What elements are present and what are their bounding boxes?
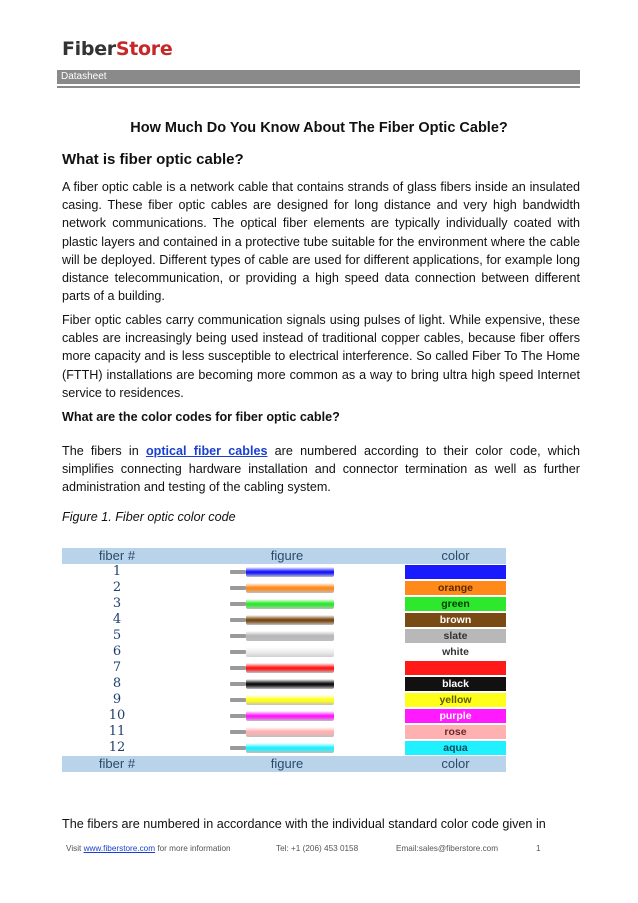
header-color: color — [441, 548, 470, 563]
fiber-stub — [230, 682, 246, 686]
color-swatch: slate — [405, 629, 506, 643]
table-row — [62, 708, 506, 724]
paragraph-3-start: The fibers in — [62, 444, 146, 458]
color-swatch: yellow — [405, 693, 506, 707]
color-swatch: green — [405, 597, 506, 611]
optical-fiber-cables-link[interactable]: optical fiber cables — [145, 444, 268, 458]
color-swatch: rose — [405, 725, 506, 739]
figure-caption: Figure 1. Fiber optic color code — [62, 510, 236, 524]
color-swatch: aqua — [405, 741, 506, 755]
footer-tel: Tel: +1 (206) 453 0158 — [276, 844, 359, 853]
section-heading-color-codes: What are the color codes for fiber optic cable? — [62, 410, 340, 424]
fiber-number: 9 — [112, 692, 122, 707]
fiber-stub — [230, 714, 246, 718]
paragraph-3 — [62, 442, 580, 497]
header-fiber-num: fiber # — [98, 548, 136, 563]
fiber-number: 3 — [112, 596, 122, 611]
fiber-number: 2 — [112, 580, 122, 595]
fiber-cable-figure — [246, 631, 334, 641]
table-footer-row — [62, 756, 506, 772]
fiber-cable-figure — [246, 567, 334, 577]
fiber-cable-figure — [246, 663, 334, 673]
table-row — [62, 628, 506, 644]
footer-color: color — [441, 756, 470, 771]
section-heading-what-is: What is fiber optic cable? — [62, 151, 244, 168]
fiber-stub — [230, 570, 246, 574]
header-divider — [57, 86, 580, 88]
page-title: How Much Do You Know About The Fiber Optic Cable? — [130, 120, 508, 136]
footer-visit — [66, 844, 231, 853]
fiber-stub — [230, 586, 246, 590]
fiber-number: 5 — [112, 628, 122, 643]
color-swatch: blue — [405, 565, 506, 579]
fiber-stub — [230, 666, 246, 670]
table-row — [62, 660, 506, 676]
table-row — [62, 580, 506, 596]
fiber-stub — [230, 746, 246, 750]
fiber-number: 12 — [108, 740, 126, 755]
fiber-number: 1 — [112, 564, 122, 579]
fiber-stub — [230, 602, 246, 606]
color-swatch: white — [405, 645, 506, 659]
fiber-cable-figure — [246, 695, 334, 705]
fiber-cable-figure — [246, 679, 334, 689]
footer-visit-pre: Visit — [66, 844, 84, 853]
datasheet-header-bar: Datasheet — [57, 70, 580, 84]
color-swatch: brown — [405, 613, 506, 627]
paragraph-1: A fiber optic cable is a network cable that contains strands of glass fibers inside an insulated casing. These fiber optic cables are designed for long distance and very high bandwidth network communications. The optical fiber elements are typically individually coated with plastic layers and contained in a protective tube suitable for the environment where the cable will be deployed. Different types of cable are used for different applications, for example long distance telecommunication, or providing a high speed data connection between different parts of a building. — [62, 180, 580, 304]
fiber-cable-figure — [246, 615, 334, 625]
fiber-stub — [230, 698, 246, 702]
color-swatch: red — [405, 661, 506, 675]
fiber-number: 8 — [112, 676, 122, 691]
fiber-number: 6 — [112, 644, 122, 659]
fiber-number: 4 — [112, 612, 122, 627]
footer-visit-post: for more information — [155, 844, 231, 853]
footer-email: Email:sales@fiberstore.com — [396, 844, 499, 853]
fiber-cable-figure — [246, 727, 334, 737]
fiberstore-logo — [62, 38, 172, 60]
fiber-color-code-table — [62, 548, 506, 770]
fiber-cable-figure — [246, 743, 334, 753]
fiber-stub — [230, 650, 246, 654]
color-swatch: orange — [405, 581, 506, 595]
table-row — [62, 740, 506, 756]
color-swatch: black — [405, 677, 506, 691]
fiber-stub — [230, 634, 246, 638]
table-row — [62, 724, 506, 740]
fiber-stub — [230, 618, 246, 622]
table-row — [62, 612, 506, 628]
fiber-cable-figure — [246, 711, 334, 721]
footer-page-number: 1 — [536, 844, 541, 853]
header-figure: figure — [270, 548, 304, 563]
paragraph-4: The fibers are numbered in accordance with the individual standard color code given in — [62, 817, 546, 831]
table-row — [62, 676, 506, 692]
fiber-cable-figure — [246, 599, 334, 609]
table-row — [62, 644, 506, 660]
logo-text-fiber: Fiber — [62, 38, 116, 60]
fiber-cable-figure — [246, 647, 334, 657]
fiber-number: 7 — [112, 660, 122, 675]
color-swatch: purple — [405, 709, 506, 723]
table-row — [62, 692, 506, 708]
fiber-number: 10 — [108, 708, 126, 723]
fiber-number: 11 — [108, 724, 126, 739]
fiber-stub — [230, 730, 246, 734]
paragraph-3-end: are numbered according to their color code, which simplifies connecting hardware installation and connector termination as well as further administration and testing of the cabling system. — [62, 444, 581, 495]
footer-figure: figure — [270, 756, 304, 771]
footer-website-link[interactable]: www.fiberstore.com — [83, 844, 156, 853]
fiber-cable-figure — [246, 583, 334, 593]
table-row — [62, 596, 506, 612]
paragraph-2: Fiber optic cables carry communication signals using pulses of light. While expensive, these cables are increasingly being used instead of traditional copper cables, because fiber offers more capacity and is less susceptible to electrical interference. So called Fiber To The Home (FTTH) installations are becoming more common as a way to bring ultra high speed Internet service to residences. — [62, 313, 580, 400]
logo-text-store: Store — [115, 38, 173, 60]
footer-fiber-num: fiber # — [98, 756, 136, 771]
table-row — [62, 564, 506, 580]
table-header-row — [62, 548, 506, 564]
